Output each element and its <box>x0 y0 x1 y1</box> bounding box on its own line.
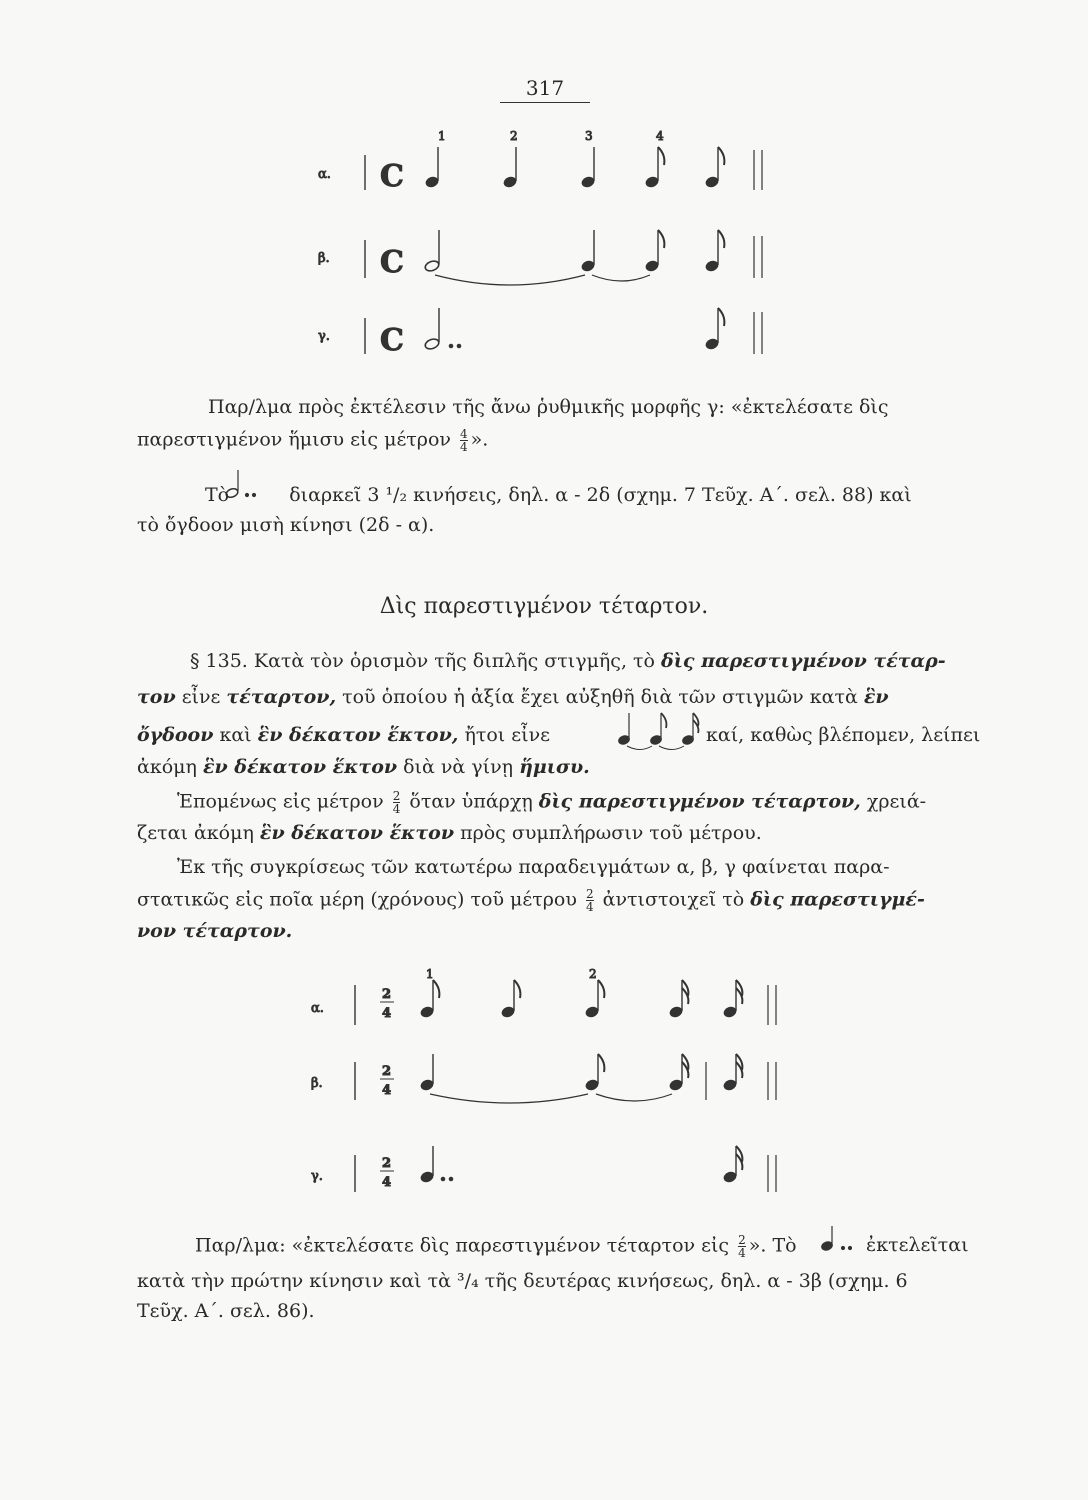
row-label: α. <box>318 167 331 182</box>
frac-bottom: 4 <box>460 440 468 454</box>
frac-bottom: 4 <box>585 900 594 914</box>
tsig-top: 2 <box>382 1064 392 1079</box>
para4-emph: δὶς παρεστιγμένον τέταρτον, <box>538 790 861 813</box>
s135-text: καὶ <box>219 724 252 746</box>
row-label: γ. <box>318 329 330 344</box>
frac-top: 2 <box>738 1233 746 1247</box>
eighth-note <box>705 230 725 272</box>
beat-number: 3 <box>585 129 593 143</box>
s135-emph: ἓν δέκατον ἕκτον, <box>257 724 459 746</box>
tsig-bottom: 4 <box>382 1006 392 1021</box>
s135-emph: ἥμισυ. <box>519 756 590 778</box>
half-note <box>424 230 440 273</box>
para2-text: διαρκεῖ 3 ¹/₂ κινήσεις, δηλ. α - 2δ (σχημ. 7 Τεῦχ. Α΄. σελ. 88) καὶ <box>289 484 912 506</box>
tsig-top: 2 <box>382 1156 392 1171</box>
common-time-b: C <box>380 245 404 280</box>
quarter-note <box>581 230 595 272</box>
para6-text: Παρ/λμα: «ἐκτελέσατε δὶς παρεστιγμένον τέταρτον εἰς <box>195 1234 730 1257</box>
common-time-a: C <box>380 159 404 194</box>
eighth-note <box>645 147 665 188</box>
row-label: β. <box>318 251 330 266</box>
para5-text: ἀντιστοιχεῖ τὸ <box>602 888 745 911</box>
s135-text: § 135. Κατὰ τὸν ὁρισμὸν τῆς διπλῆς στιγμῆς, τὸ <box>190 650 655 672</box>
quarter-note <box>425 147 439 188</box>
eighth-note <box>705 308 725 350</box>
tsig-bottom: 4 <box>382 1083 392 1098</box>
s135-emph: ὄγδοον <box>137 724 214 746</box>
s135-text: διὰ νὰ γίνῃ <box>403 756 514 778</box>
para5-line3: νον τέταρτον. <box>137 920 293 942</box>
s135-line3 <box>137 724 550 746</box>
page-number: 317 <box>500 76 590 103</box>
beat-number: 2 <box>589 967 597 981</box>
s135-line3-end: καί, καθὼς βλέπομεν, λείπει <box>706 724 981 746</box>
s135-emph: τον <box>137 686 176 708</box>
s135-emph: ἓν δέκατον ἕκτον <box>202 756 398 778</box>
para6-text: ». Τὸ <box>748 1234 797 1257</box>
para4-emph: ἓν δέκατον ἕκτον <box>259 822 455 844</box>
row-label: β. <box>311 1076 323 1091</box>
s135-text: τοῦ ὁποίου ἡ ἀξία ἔχει αὐξηθῆ διὰ τῶν στιγμῶν κατὰ <box>342 686 858 708</box>
beat-number: 4 <box>656 129 664 143</box>
s135-line1 <box>190 650 946 672</box>
eighth-note <box>645 230 665 272</box>
frac-bottom: 4 <box>738 1246 746 1260</box>
beat-number: 2 <box>510 129 518 143</box>
s135-line4 <box>137 756 590 778</box>
para1-end: ». <box>470 428 489 451</box>
para4-text: ζεται ἀκόμη <box>137 822 254 844</box>
row-label: α. <box>311 1001 324 1016</box>
para2-line1 <box>205 484 912 506</box>
para1-line2 <box>137 428 488 453</box>
para6-line1 <box>195 1234 797 1259</box>
s135-line2 <box>137 686 889 708</box>
s135-emph: ἓν <box>863 686 889 708</box>
section-heading: Δὶς παρεστιγμένον τέταρτον. <box>379 594 709 619</box>
quarter-note <box>581 147 595 188</box>
para2-prefix: Τὸ <box>205 484 230 506</box>
para5-line2 <box>137 888 925 913</box>
s135-emph: τέταρτον, <box>226 686 337 708</box>
para5-text: στατικῶς εἰς ποῖα μέρη (χρόνους) τοῦ μέτρου <box>137 888 577 911</box>
double-dotted-half-note <box>424 308 461 351</box>
s135-text: ἤτοι εἶνε <box>464 724 550 746</box>
frac-top: 2 <box>392 789 401 803</box>
para1-text: παρεστιγμένον ἥμισυ εἰς μέτρον <box>137 428 451 451</box>
common-time-c: C <box>380 323 404 358</box>
quarter-note <box>503 147 517 188</box>
para6-line3: Τεῦχ. Α΄. σελ. 86). <box>137 1300 315 1322</box>
para6-line2: κατὰ τὴν πρώτην κίνησιν καὶ τὰ ³/₄ τῆς δευτέρας κινήσεως, δηλ. α - 3β (σχημ. 6 <box>137 1270 908 1292</box>
row-label: γ. <box>311 1169 323 1184</box>
frac-top: 2 <box>585 887 594 901</box>
frac-bottom: 4 <box>392 802 401 816</box>
para4-text: Ἑπομένως εἰς μέτρον <box>177 790 384 813</box>
inline-double-dotted-quarter-note-icon <box>820 1226 851 1252</box>
para2-line2: τὸ ὄγδοον μισὴ κίνησι (2δ - α). <box>137 514 435 536</box>
para4-text: ὅταν ὑπάρχῃ <box>409 790 533 813</box>
tsig-top: 2 <box>382 987 392 1002</box>
frac-top: 4 <box>460 427 468 441</box>
s135-text: εἶνε <box>181 686 221 708</box>
para4-text: πρὸς συμπλήρωσιν τοῦ μέτρου. <box>460 822 762 844</box>
para4-text: χρειά- <box>866 790 927 813</box>
para5-emph: δὶς παρεστιγμέ- <box>750 888 925 911</box>
para5-line1: Ἐκ τῆς συγκρίσεως τῶν κατωτέρω παραδειγμάτων α, β, γ φαίνεται παρα- <box>177 856 890 878</box>
beat-number: 1 <box>426 967 434 981</box>
para4-line1 <box>177 790 926 815</box>
time-fraction <box>586 888 594 913</box>
beat-number: 1 <box>438 129 446 143</box>
s135-emph: δὶς παρεστιγμένον τέταρ- <box>661 650 946 672</box>
para1-line1: Παρ/λμα πρὸς ἐκτέλεσιν τῆς ἄνω ῥυθμικῆς μορφῆς γ: «ἐκτελέσατε δὶς <box>208 396 889 418</box>
time-fraction <box>738 1234 746 1259</box>
para4-line2 <box>137 822 762 844</box>
para6-line1-end: ἐκτελεῖται <box>866 1234 969 1256</box>
s135-text: ἀκόμη <box>137 756 197 778</box>
inline-tied-notes-icon <box>617 713 698 750</box>
time-fraction <box>393 790 401 815</box>
eighth-note <box>705 147 725 188</box>
tsig-bottom: 4 <box>382 1175 392 1190</box>
time-fraction <box>460 428 468 453</box>
